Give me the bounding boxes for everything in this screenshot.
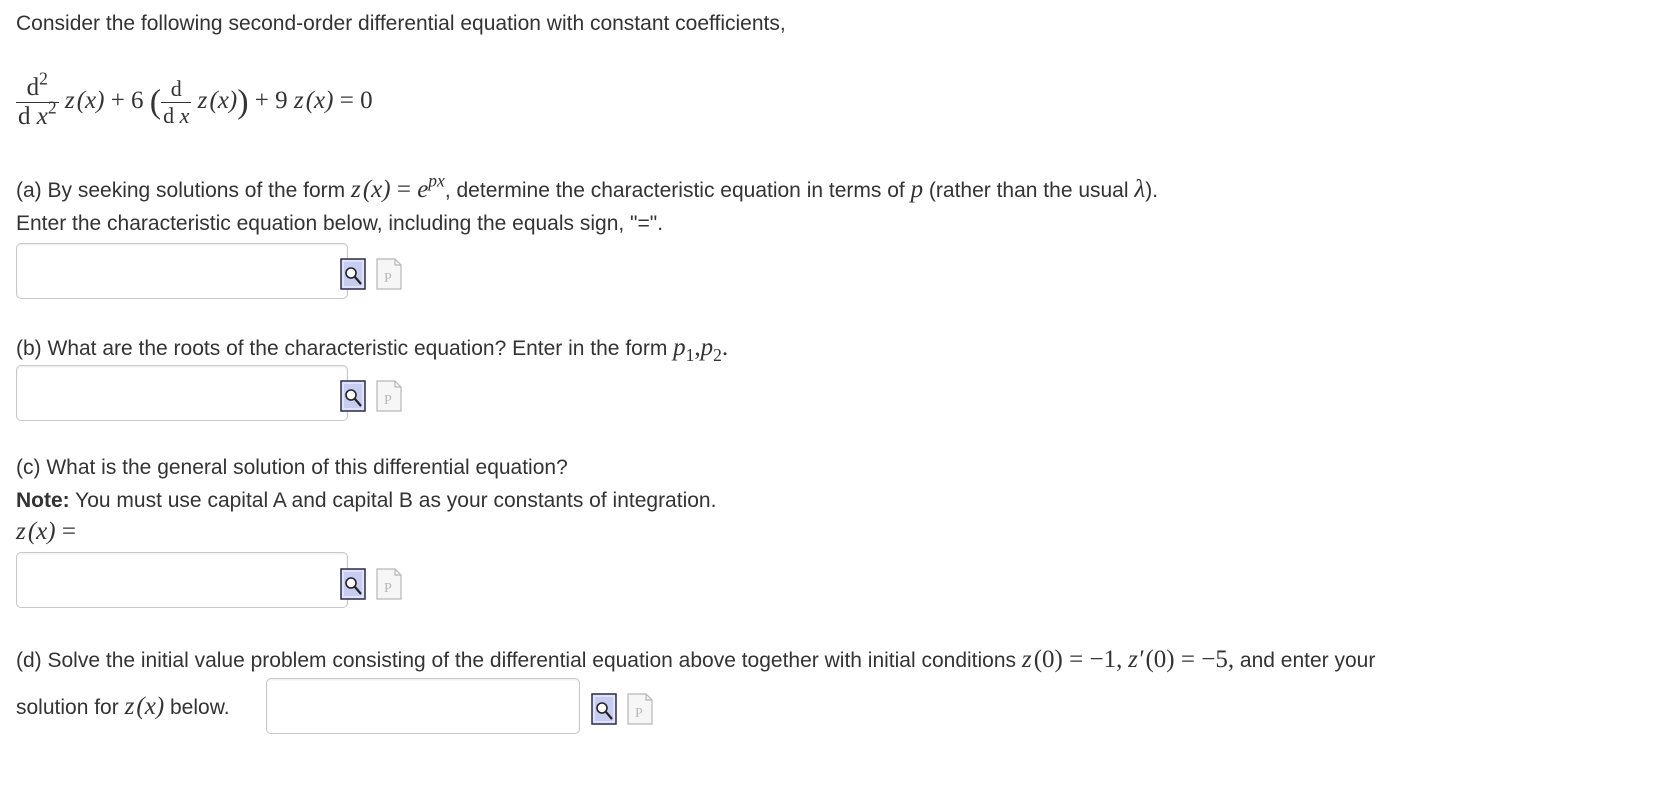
part-b-question: (b) What are the roots of the characteristic equation? Enter in the form $p_1,p_2$.	[16, 334, 729, 366]
svg-text:P: P	[384, 393, 392, 408]
initial-condition-1: z (0) = −1,	[1021, 646, 1123, 673]
part-c-lhs: z (x) =	[16, 518, 76, 545]
part-a-question: (a) By seeking solutions of the form z $(x) = e^{px}$, determine the characteristic equation in terms of p (rather than the usual λ).	[16, 170, 1159, 203]
equation-palette-icon[interactable]	[627, 693, 653, 725]
first-derivative-operator: $\frac{d}{\text{d x}}$	[163, 76, 190, 128]
preview-equation-icon[interactable]	[591, 693, 617, 725]
part-c-question: (c) What is the general solution of this differential equation?	[16, 456, 568, 479]
preview-equation-icon[interactable]	[340, 380, 366, 412]
svg-text:P: P	[384, 581, 392, 596]
intro-text: Consider the following second-order differential equation with constant coefficients,	[16, 12, 786, 35]
part-d-question: (d) Solve the initial value problem consisting of the differential equation above together with initial conditions z (0) = −1, z′ (0) = −5, and enter your	[16, 646, 1376, 673]
part-a-instruction: Enter the characteristic equation below, including the equals sign, "=".	[16, 212, 664, 235]
svg-text:P: P	[384, 271, 392, 286]
part-c-note: Note: You must use capital A and capital B as your constants of integration.	[16, 489, 717, 512]
svg-text:P: P	[635, 706, 643, 721]
part-a-answer-input[interactable]	[16, 243, 348, 299]
equation-palette-icon[interactable]	[376, 380, 402, 412]
part-d-answer-input[interactable]	[266, 678, 580, 734]
equation-palette-icon[interactable]	[376, 258, 402, 290]
equation-palette-icon[interactable]	[376, 568, 402, 600]
part-b-answer-input[interactable]	[16, 365, 348, 421]
preview-equation-icon[interactable]	[340, 568, 366, 600]
differential-equation: $\frac{d^2}{d x^2}$ z (x) + 6 ( $\frac{d}{\text{d x}}$ z (x)) + 9 z (x) = 0	[18, 68, 373, 130]
initial-condition-2: z′ (0) = −5,	[1128, 646, 1235, 673]
part-b-form-math: $p_1,p_2$.	[673, 334, 729, 366]
preview-equation-icon[interactable]	[340, 258, 366, 290]
second-derivative-operator: $\frac{d^2}{d x^2}$	[18, 68, 57, 130]
part-a-form-math: z $(x) = e^{px}$	[351, 170, 445, 203]
part-d-line2: solution for z (x) below.	[16, 693, 230, 720]
part-c-answer-input[interactable]	[16, 552, 348, 608]
